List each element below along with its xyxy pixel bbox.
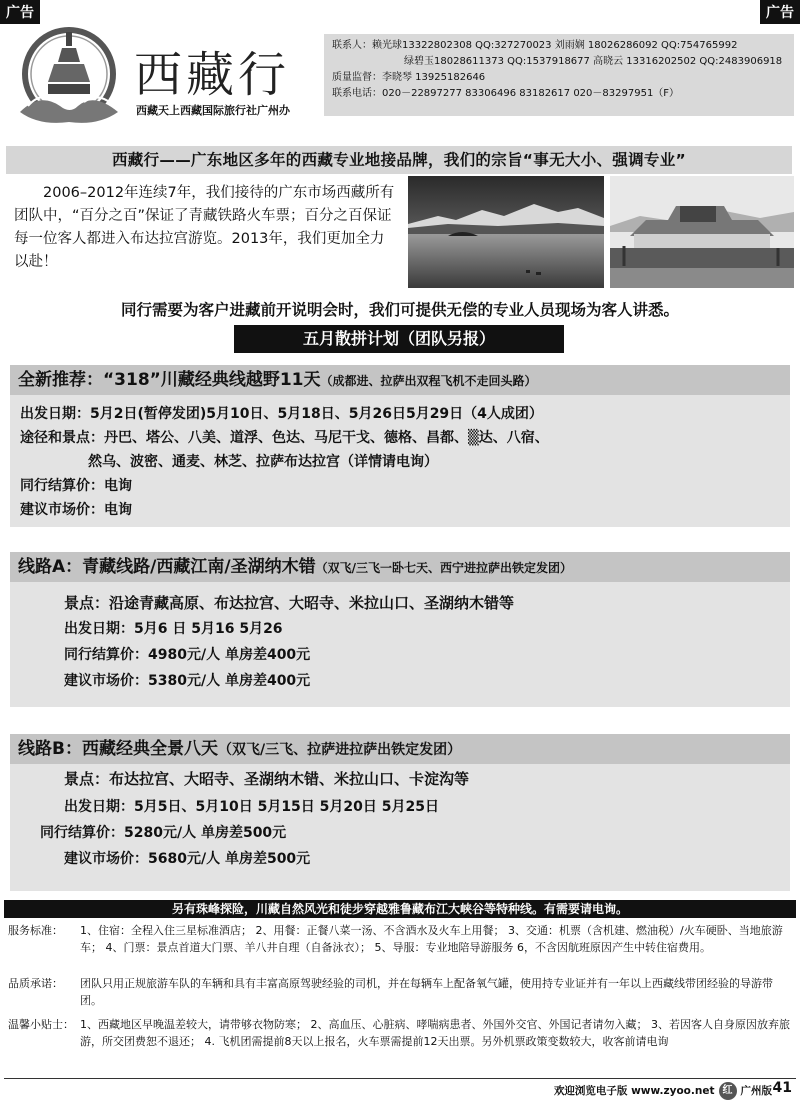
route-b-title-bar	[10, 734, 790, 764]
ad-label-left: 广告	[0, 0, 40, 24]
quality-promise	[8, 975, 792, 1009]
notice-text: 同行需要为客户进藏前开说明会时，我们可提供无偿的专业人员现场为客人讲悉。	[120, 301, 679, 319]
header	[6, 26, 794, 126]
stupa-logo-icon	[14, 26, 124, 126]
route-a-title-bar	[10, 552, 790, 582]
route-new-peer-price: 同行结算价：电询	[20, 478, 132, 494]
route-a-market-price: 建议市场价：5380元/人 单房差400元	[64, 673, 311, 689]
travel-tips-text: 1、西藏地区早晚温差较大，请带够衣物防寒； 2、高血压、心脏病、哮喘病患者、外国外交官、外国记者请勿入藏； 3、若因客人自身原因放弃旅游，所交团费恕不退还； 4. 飞机团需提前8天以上报名，火车票需提前12天出票。另外机票政策变数较大，收客前请电询	[80, 1018, 790, 1048]
service-standard-label: 服务标准：	[8, 924, 63, 937]
contact-line: 绿碧玉18028611373 QQ:1537918677 高晓云 13316202502 QQ:2483906918	[404, 56, 783, 67]
contact-line: 联系电话：020－22897277 83306496 83182617 020－83297951（F）	[332, 88, 680, 99]
quality-promise-label: 品质承诺：	[8, 977, 63, 990]
route-new-spots-2: 然乌、波密、通麦、林芝、拉萨布达拉宫（详情请电询）	[88, 454, 438, 470]
route-new-departure: 出发日期：5月2日(暂停发团)5月10日、5月18日、5月26日5月29日（4人成团）	[20, 406, 543, 422]
route-a-title-note: （双飞/三飞一卧七天、西宁进拉萨出铁定发团）	[315, 561, 572, 575]
route-new-market-price: 建议市场价：电询	[20, 502, 132, 518]
brand-subtitle: 西藏天上西藏国际旅行社广州办	[136, 104, 290, 117]
route-new-title: 全新推荐：“318”川藏经典线越野11天	[18, 370, 321, 390]
route-b-spots: 景点：布达拉宫、大昭寺、圣湖纳木错、米拉山口、卡淀沟等	[64, 770, 470, 788]
route-new-title-bar	[10, 365, 790, 395]
service-standard-text: 1、住宿：全程入住三星标准酒店； 2、用餐：正餐八菜一汤、不含酒水及火车上用餐； 3、交通：机票（含机建、燃油税）/火车硬卧、当地旅游车； 4、门票：景点首道大门票、羊八井自理（自备泳衣）； 5、导服：专业地陪导游服务 6，不含因航班原因产生中转住宿费用。	[80, 924, 783, 954]
route-b-panel	[10, 734, 790, 891]
route-new-title-note: （成都进、拉萨出双程飞机不走回头路）	[320, 374, 537, 388]
route-a-spots: 景点：沿途青藏高原、布达拉宫、大昭寺、米拉山口、圣湖纳木错等	[64, 594, 515, 612]
contact-box	[324, 34, 794, 116]
brand-title: 西藏行	[134, 47, 291, 103]
travel-tips-label: 温馨小贴士：	[8, 1018, 74, 1031]
footer-welcome: 欢迎浏览电子版 www.zyoo.net	[553, 1085, 715, 1097]
footer-edition: 广州版	[740, 1085, 772, 1097]
route-a-departure: 出发日期：5月6 日 5月16 5月26	[64, 621, 283, 637]
lake-mountain-photo	[408, 176, 604, 288]
route-b-title: 线路B：西藏经典全景八天	[18, 739, 218, 759]
route-b-peer-price: 同行结算价：5280元/人 单房差500元	[40, 825, 287, 841]
route-new-spots-1: 途径和景点：丹巴、塔公、八美、道浮、色达、马尼干戈、德格、昌都、▒达、八宿、	[20, 430, 549, 446]
route-new-panel	[10, 365, 790, 527]
page-number: 41	[772, 1080, 792, 1096]
seal-icon: 红	[719, 1082, 737, 1100]
service-standard	[8, 922, 792, 956]
route-b-market-price: 建议市场价：5680元/人 单房差500元	[64, 851, 311, 867]
intro-paragraph: 2006–2012年连续7年，我们接待的广东市场西藏所有团队中，“百分之百”保证了青藏铁路火车票；百分之百保证每一位客人都进入布达拉宫游览。2013年，我们更加全力以赴！	[14, 185, 395, 270]
ad-label-right: 广告	[760, 0, 800, 24]
travel-tips	[8, 1016, 792, 1050]
route-a-panel	[10, 552, 790, 707]
slogan-bar: 西藏行——广东地区多年的西藏专业地接品牌，我们的宗旨“事无大小、强调专业”	[6, 146, 792, 174]
footer	[554, 1082, 772, 1100]
route-a-title: 线路A：青藏线路/西藏江南/圣湖纳木错	[18, 557, 316, 577]
contact-line: 质量监督：李晓琴 13925182646	[332, 72, 486, 83]
plan-title: 五月散拼计划（团队另报）	[234, 325, 564, 353]
route-a-peer-price: 同行结算价：4980元/人 单房差400元	[64, 647, 311, 663]
special-routes-banner: 另有珠峰探险，川藏自然风光和徒步穿越雅鲁藏布江大峡谷等特种线。有需要请电询。	[4, 900, 796, 918]
route-b-title-note: （双飞/三飞、拉萨进拉萨出铁定发团）	[217, 742, 462, 758]
route-b-departure: 出发日期：5月5日、5月10日 5月15日 5月20日 5月25日	[64, 799, 439, 815]
quality-promise-text: 团队只用正规旅游车队的车辆和具有丰富高原驾驶经验的司机，并在每辆车上配备氧气罐，使用持专业证并有一年以上西藏线带团经验的导游带团。	[80, 977, 773, 1007]
potala-palace-photo	[610, 176, 794, 288]
contact-line: 联系人：赖光球13322802308 QQ:327270023 刘雨娴 18026286092 QQ:754765992	[332, 40, 738, 51]
footer-divider	[4, 1078, 796, 1079]
